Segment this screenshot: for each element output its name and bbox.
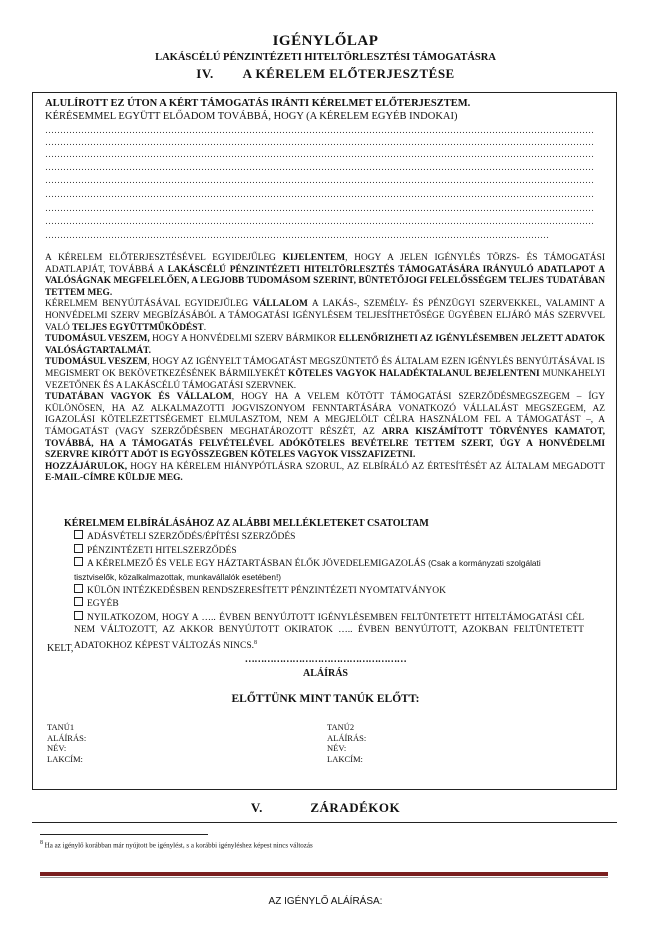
- attachment-note: (Csak a kormányzati szolgálati tisztviselők, közalkalmazottak, munkavállalók esetében!): [74, 558, 541, 582]
- reason-line[interactable]: …………………………………………………………………………………………………………………………………………………………………: [45, 137, 594, 147]
- attachment-label: ADÁSVÉTELI SZERZŐDÉS/ÉPÍTÉSI SZERZŐDÉS: [87, 532, 296, 543]
- reason-line[interactable]: …………………………………………………………………………………………………………………………………………………………………: [45, 216, 594, 226]
- kelt-label: KELT,: [47, 643, 74, 654]
- declarations: [45, 253, 605, 485]
- reason-line[interactable]: …………………………………………………………………………………………………………………………………………………………………: [45, 125, 594, 135]
- checkbox[interactable]: [74, 597, 83, 606]
- decl-text: A KÉRELEM ELŐTERJESZTÉSÉVEL EGYIDEJŰLEG: [45, 253, 283, 263]
- witnesses-heading: ELŐTTÜNK MINT TANÚK ELŐTT:: [231, 693, 420, 705]
- witness-address-field[interactable]: LAKCÍM:: [327, 753, 363, 764]
- declaration-4: [45, 357, 605, 392]
- decl-text: , HOGY A JELEN IGÉNYLÉS TÖRZS- ÉS TÁMOGATÁSI ADATLAPJÁT, TOVÁBBÁ A: [45, 253, 605, 275]
- footnote-mark: 8: [40, 840, 43, 846]
- decl-text: , HOGY HA A VELEM KÖTÖTT TÁMOGATÁSI SZERZŐDÉSMEGSZEGEM – ÍGY KÜLÖNÖSEN, HA AZ ALKALMAZOTTI JOGVISZONYOM FENNTARTÁSÁRA VONATKOZÓ VÁLLALÁST MEGSZEGEM, AZ IGAZOLÁSI KÖTELEZETTSÉGEMET ELMULASZTOM, NEM A MEGJELÖLT CÉLRA HASZNÁLOM FEL A TÁMOGATÁST –, A TÁMOGATÁST (VAGY SZERZŐDÉSBEN MEGHATÁROZOTT RÉSZÉT, AZ: [45, 392, 606, 437]
- checkbox[interactable]: [74, 584, 83, 593]
- attachment-item[interactable]: [64, 544, 584, 557]
- decl-text: MUNKAHELYI VEZETŐNEK ÉS A LAKÁSCÉLÚ TÁMOGATÁSI SZERVNEK.: [45, 368, 605, 391]
- reason-line[interactable]: ……………………………………………………………………………………………………………………………………………………: [45, 230, 549, 240]
- witness-signature-field[interactable]: ALÁÍRÁS:: [47, 732, 87, 743]
- checkbox[interactable]: [74, 530, 83, 539]
- attachment-label: EGYÉB: [87, 599, 119, 610]
- decl-bold: TELJES EGYÜTTMŰKÖDÉST: [72, 322, 204, 333]
- decl-bold: LAKÁSCÉLÚ PÉNZINTÉZETI HITELTÖRLESZTÉS TÁMOGATÁSÁRA IRÁNYULÓ ADATLAPOT A VALÓSÁGNAK MEGFELELŐEN, A LEGJOBB TUDOMÁSOM SZERINT, BÜNTETŐJOGI FELELŐSSÉGEM TELJES TUDATÁBAN TETTEM MEG.: [45, 264, 605, 298]
- decl-bold: TUDOMÁSUL VESZEM,: [45, 334, 153, 345]
- witness-address-field[interactable]: LAKCÍM:: [47, 753, 83, 764]
- signature-line[interactable]: ……………………………………………: [244, 654, 407, 665]
- declaration-5: [45, 392, 605, 462]
- attachment-item[interactable]: [64, 584, 584, 597]
- intro-text: [45, 97, 605, 123]
- decl-bold: E-MAIL-CÍMRE KÜLDJE MEG.: [45, 473, 183, 484]
- section5-number: V.: [250, 800, 263, 815]
- decl-bold: KÖTELES VAGYOK HALADÉKTALANUL BEJELENTENI: [288, 368, 540, 379]
- witness-name-field[interactable]: NÉV:: [327, 743, 347, 754]
- footnote-separator: [40, 834, 208, 835]
- attachment-item[interactable]: [64, 557, 584, 584]
- decl-bold: KIJELENTEM: [282, 253, 346, 263]
- checkbox[interactable]: [74, 557, 83, 566]
- witness-label: TANÚ1: [47, 722, 75, 732]
- reason-line[interactable]: …………………………………………………………………………………………………………………………………………………………………: [45, 149, 594, 159]
- section-title: A KÉRELEM ELŐTERJESZTÉSE: [242, 66, 455, 81]
- reason-line[interactable]: …………………………………………………………………………………………………………………………………………………………………: [45, 162, 594, 172]
- decl-bold: VÁLLALOM: [252, 299, 308, 310]
- statement-item[interactable]: [64, 611, 584, 652]
- reason-line[interactable]: …………………………………………………………………………………………………………………………………………………………………: [45, 175, 594, 185]
- decl-text: , HOGY AZ IGÉNYELT TÁMOGATÁST MEGSZÜNTETŐ ÉS ÁLTALAM EZEN IGÉNYLÉS BENYÚJTÁSÁVAL IS MEGISMERT OK BEKÖVETKEZÉSÉNEK BÁRMILYEKÉT: [45, 357, 605, 379]
- section5-heading: [0, 800, 651, 816]
- footer-rule-thin: [40, 877, 608, 878]
- decl-bold: ELLENŐRIZHETI AZ IGÉNYLÉSEMBEN JELZETT ADATOK VALÓSÁGTARTALMÁT.: [45, 334, 605, 356]
- decl-bold: ARRA KISZÁMÍTOTT TÖRVÉNYES KAMATOT, TOVÁBBÁ, HA A TÁMOGATÁS FELVÉTELÉVEL ADÓKÖTELES BEVÉTELRE TETTEM SZERT, ÚGY A HONVÉDELMI SZERVRE KIRÓTT ADÓT IS EGYÖSSZEGBEN KÖTELES VAGYOK VISSZAFIZETNI.: [45, 426, 605, 461]
- section-number: IV.: [196, 66, 214, 81]
- form-subtitle: LAKÁSCÉLÚ PÉNZINTÉZETI HITELTÖRLESZTÉSI TÁMOGATÁSRA: [155, 52, 496, 63]
- footer-signature-label: AZ IGÉNYLŐ ALÁÍRÁSA:: [268, 896, 383, 907]
- witness-signature-field[interactable]: ALÁÍRÁS:: [327, 732, 367, 743]
- reason-line[interactable]: …………………………………………………………………………………………………………………………………………………………………: [45, 189, 594, 199]
- decl-text: HOGY HA KÉRELEM HIÁNYPÓTLÁSRA SZORUL, AZ ELBÍRÁLÓ AZ ÉRTESÍTÉSÉT AZ ÁLTALAM MEGADOTT: [127, 461, 605, 472]
- footnote-ref: 8: [254, 639, 257, 646]
- section5-title: ZÁRADÉKOK: [310, 800, 401, 815]
- attachments-heading: KÉRELMEM ELBÍRÁLÁSÁHOZ AZ ALÁBBI MELLÉKLETEKET CSATOLTAM: [64, 518, 429, 529]
- attachment-item[interactable]: [64, 597, 584, 610]
- declaration-1: [45, 253, 605, 299]
- attachment-label: A KÉRELMEZŐ ÉS VELE EGY HÁZTARTÁSBAN ÉLŐK JÖVEDELEMIGAZOLÁS: [87, 559, 426, 570]
- declaration-6: [45, 462, 605, 485]
- attachment-label: PÉNZINTÉZETI HITELSZERZŐDÉS: [87, 545, 237, 556]
- checkbox[interactable]: [74, 544, 83, 553]
- witness-2: [327, 722, 366, 764]
- footnote: [40, 840, 313, 849]
- decl-text: KÉRELMEM BENYÚJTÁSÁVAL EGYIDEJŰLEG: [45, 299, 253, 310]
- section-heading: [0, 66, 651, 82]
- form-title: IGÉNYLŐLAP: [272, 33, 379, 49]
- witness-name-field[interactable]: NÉV:: [47, 743, 67, 754]
- declaration-3: [45, 334, 605, 357]
- section5-rule: [32, 822, 617, 823]
- footer-rule: [40, 872, 608, 876]
- signature-label: ALÁÍRÁS: [302, 668, 348, 679]
- decl-text: A LAKÁS-, SZEMÉLY- ÉS PÉNZÜGYI SZERVEKKEL, VALAMINT A HONVÉDELMI SZERV MEGBÍZÁSÁBÓL A TÁMOGATÁSI IGÉNYLÉSEM TELJESÍTHETŐSÉGE ÜGYÉBEN ELJÁRÓ MÁS SZERVVEL VALÓ: [45, 299, 606, 333]
- footnote-text: Ha az igénylő korábban már nyújtott be igénylést, s a korábbi igényléshez képest nincs változás: [44, 841, 313, 850]
- attachment-label: KÜLÖN INTÉZKEDÉSBEN RENDSZERESÍTETT PÉNZINTÉZETI NYOMTATVÁNYOK: [87, 586, 446, 597]
- checkbox[interactable]: [74, 611, 83, 620]
- decl-bold: TUDOMÁSUL VESZEM: [45, 357, 148, 368]
- decl-text: .: [203, 322, 207, 333]
- witness-label: TANÚ2: [327, 722, 355, 732]
- decl-text: HOGY A HONVÉDELMI SZERV BÁRMIKOR: [152, 334, 339, 345]
- attachments: [64, 518, 584, 652]
- attachment-item[interactable]: [64, 530, 584, 543]
- witness-1: [47, 722, 86, 764]
- statement-text: NYILATKOZOM, HOGY A ….. ÉVBEN BENYÚJTOTT IGÉNYLÉSEMBEN FELTÜNTETETT HITELTÁMOGATÁSI CÉL NEM VÁLTOZOTT, AZ AKKOR BENYÚJTOTT OKIRATOK ….. ÉVBEN BENYÚJTOTT, AZOKBAN FELTÜNTETETT ADATOKHOZ KÉPEST VÁLTOZÁS NINCS.: [74, 612, 584, 651]
- intro-line-1: ALULÍROTT EZ ÚTON A KÉRT TÁMOGATÁS IRÁNTI KÉRELMET ELŐTERJESZTEM.: [45, 98, 471, 109]
- decl-bold: TUDATÁBAN VAGYOK ÉS VÁLLALOM: [45, 392, 232, 403]
- declaration-2: [45, 299, 605, 334]
- reason-line[interactable]: …………………………………………………………………………………………………………………………………………………………………: [45, 203, 594, 213]
- decl-bold: HOZZÁJÁRULOK,: [45, 461, 128, 472]
- intro-line-2: KÉRÉSEMMEL EGYÜTT ELŐADOM TOVÁBBÁ, HOGY (A KÉRELEM EGYÉB INDOKAI): [45, 111, 458, 122]
